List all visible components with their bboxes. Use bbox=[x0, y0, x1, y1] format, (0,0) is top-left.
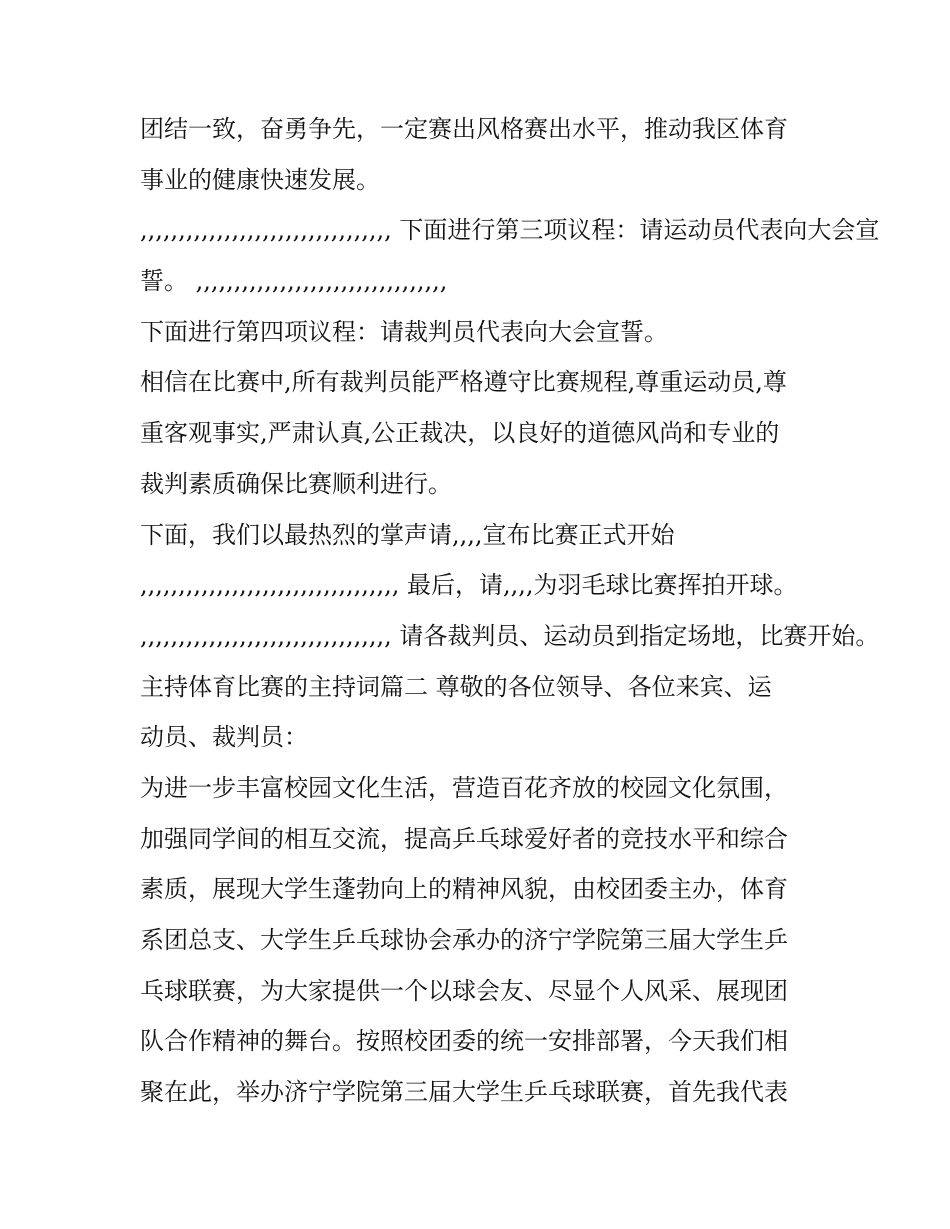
text-line: 为进一步丰富校园文化生活，营造百花齐放的校园文化氛围， bbox=[140, 773, 788, 802]
text-line: 下面进行第四项议程：请裁判员代表向大会宣誓。 bbox=[140, 317, 668, 346]
text-line: 主持体育比赛的主持词篇二 尊敬的各位领导、各位来宾、运 bbox=[140, 672, 772, 701]
text-line: 聚在此，举办济宁学院第三届大学生乒乓球联赛，首先我代表 bbox=[140, 1078, 788, 1107]
text-line: 加强同学间的相互交流，提高乒乓球爱好者的竞技水平和综合 bbox=[140, 824, 788, 853]
text-line: ,,,,,,,,,,,,,,,,,,,,,,,,,,,,,,,,, 下面进行第三项议程：请运动员代表向大会宣 bbox=[140, 216, 880, 245]
text-line: 动员、裁判员： bbox=[140, 723, 308, 752]
text-line: ,,,,,,,,,,,,,,,,,,,,,,,,,,,,,,,,, 请各裁判员、运动员到指定场地，比赛开始。 bbox=[140, 621, 880, 650]
text-line: 下面，我们以最热烈的掌声请,,,,宣布比赛正式开始 bbox=[140, 520, 675, 549]
text-line: 乓球联赛，为大家提供一个以球会友、尽显个人风采、展现团 bbox=[140, 976, 788, 1005]
text-line: 重客观事实,严肃认真,公正裁决，以良好的道德风尚和专业的 bbox=[140, 419, 780, 448]
text-line: 素质，展现大学生蓬勃向上的精神风貌，由校团委主办，体育 bbox=[140, 875, 788, 904]
text-line: 队合作精神的舞台。按照校团委的统一安排部署，今天我们相 bbox=[140, 1027, 788, 1056]
document-body bbox=[140, 104, 880, 1118]
text-line: 事业的健康快速发展。 bbox=[140, 165, 380, 194]
text-line: 裁判素质确保比赛顺利进行。 bbox=[140, 469, 452, 498]
text-line: ,,,,,,,,,,,,,,,,,,,,,,,,,,,,,,,,,, 最后，请,,,,为羽毛球比赛挥拍开球。 bbox=[140, 571, 798, 600]
text-line: 团结一致，奋勇争先，一定赛出风格赛出水平，推动我区体育 bbox=[140, 115, 788, 143]
text-line: 系团总支、大学生乒乓球协会承办的济宁学院第三届大学生乒 bbox=[140, 926, 788, 954]
text-line: 誓。 ,,,,,,,,,,,,,,,,,,,,,,,,,,,,,,,,, bbox=[140, 267, 448, 296]
text-line: 相信在比赛中,所有裁判员能严格遵守比赛规程,尊重运动员,尊 bbox=[140, 368, 787, 397]
